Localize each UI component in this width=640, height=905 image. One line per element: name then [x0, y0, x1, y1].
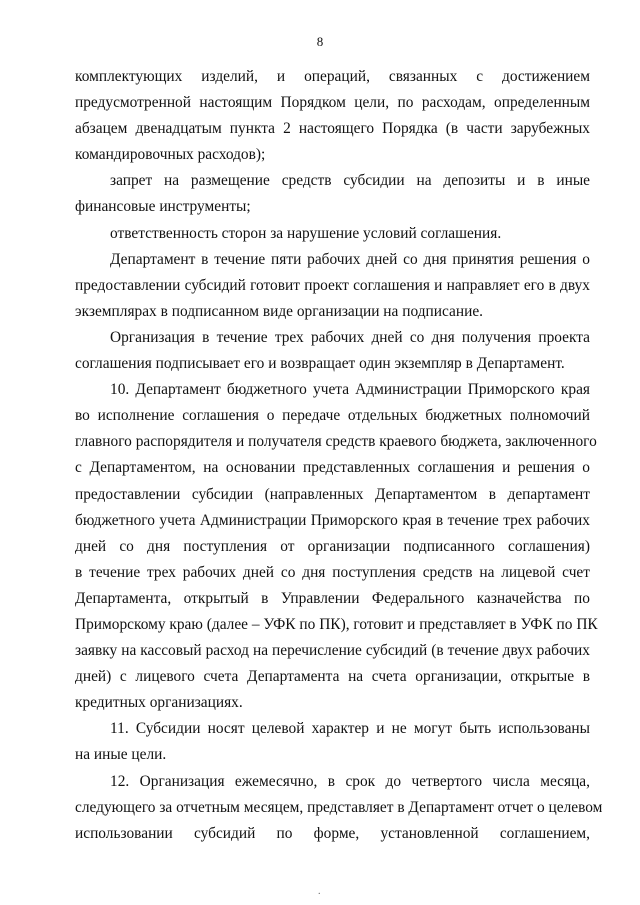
document-body — [75, 64, 603, 847]
text-line: экземплярах в подписанном виде организации на подписание. — [75, 302, 484, 320]
text-line: Организация в течение трех рабочих дней со дня получения проекта — [110, 328, 590, 346]
text-line: запрет на размещение средств субсидии на депозиты и в иные — [110, 172, 590, 190]
text-line: Департамента, открытый в Управлении Федерального казначейства по — [75, 589, 590, 607]
text-line: предоставлении субсидий готовит проект соглашения и направляет его в двух — [75, 276, 590, 294]
text-line: дней) с лицевого счета Департамента на счета организации, открытые в — [75, 668, 590, 686]
paragraph — [75, 247, 590, 325]
footer-mark: . — [318, 886, 321, 897]
text-line: 10. Департамент бюджетного учета Администрации Приморского края — [110, 381, 590, 399]
paragraph — [75, 377, 598, 716]
text-line: комплектующих изделий, и операций, связанных с достижением — [75, 68, 590, 85]
text-line: ответственность сторон за нарушение условий соглашения. — [110, 224, 502, 242]
text-line: дней со дня поступления от организации подписанного соглашения) — [75, 537, 590, 555]
text-line: финансовые инструменты; — [75, 198, 251, 216]
text-line: 11. Субсидии носят целевой характер и не могут быть использованы — [110, 720, 590, 738]
text-line: главного распорядителя и получателя средств краевого бюджета, заключенного — [75, 433, 597, 451]
text-line: предусмотренной настоящим Порядком цели, по расходам, определенным — [75, 94, 590, 112]
text-line: заявку на кассовый расход на перечисление субсидий (в течение двух рабочих — [75, 642, 590, 660]
paragraph — [75, 64, 590, 168]
text-line: бюджетного учета Администрации Приморского края в течение трех рабочих — [75, 511, 590, 529]
text-line: предоставлении субсидии (направленных Департаментом в департамент — [75, 485, 590, 503]
text-line: соглашения подписывает его и возвращает один экземпляр в Департамент. — [75, 355, 565, 373]
paragraph — [75, 325, 590, 377]
page-number: 8 — [316, 34, 324, 49]
paragraph — [75, 168, 590, 220]
text-line: на иные цели. — [75, 746, 167, 764]
text-line: следующего за отчетным месяцем, представляет в Департамент отчет о целевом — [75, 798, 603, 816]
paragraph — [75, 221, 590, 247]
text-line: во исполнение соглашения о передаче отдельных бюджетных полномочий — [75, 407, 590, 425]
text-line: командировочных расходов); — [75, 146, 266, 164]
text-line: Приморскому краю (далее – УФК по ПК), готовит и представляет в УФК по ПК — [75, 615, 598, 633]
paragraph — [75, 769, 603, 847]
paragraph — [75, 716, 590, 768]
text-line: абзацем двенадцатым пункта 2 настоящего Порядка (в части зарубежных — [75, 120, 590, 138]
text-line: кредитных организациях. — [75, 694, 243, 712]
text-line: с Департаментом, на основании представленных соглашения и решения о — [75, 459, 590, 477]
text-line: Департамент в течение пяти рабочих дней со дня принятия решения о — [110, 250, 590, 268]
text-line: 12. Организация ежемесячно, в срок до четвертого числа месяца, — [110, 772, 590, 790]
text-line: в течение трех рабочих дней со дня поступления средств на лицевой счет — [75, 563, 590, 581]
text-line: использовании субсидий по форме, установленной соглашением, — [75, 824, 590, 842]
